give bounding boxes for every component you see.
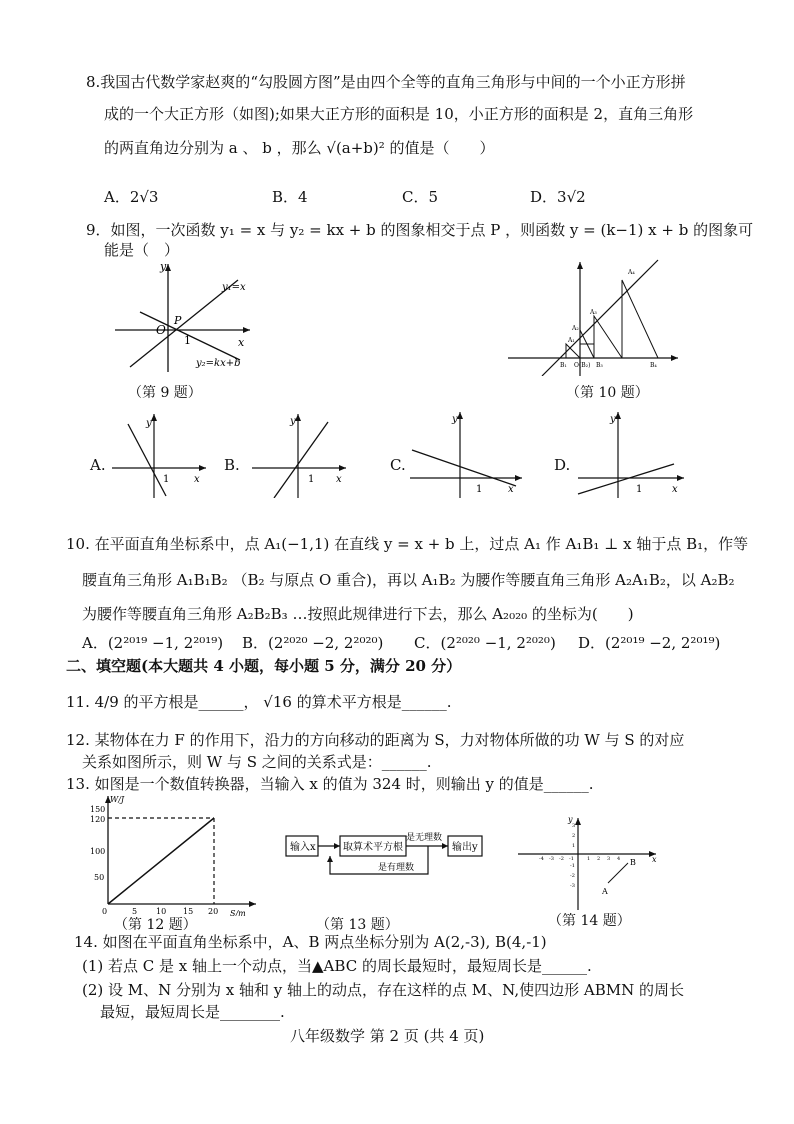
svg-text:x: x [508,484,514,495]
svg-text:y: y [452,414,458,425]
svg-text:1: 1 [163,474,170,485]
q8-line3: 的两直角边分别为 a 、 b ，那么 √(a+b)² 的值是（ ） [104,139,495,157]
fig9-y-label: y [160,262,167,273]
q8-option-a: A．2√3 [104,188,159,206]
q9-graph-a [108,412,208,498]
page-footer: 八年级数学 第 2 页 (共 4 页) [290,1027,485,1045]
caption-q14: （第 14 题） [548,913,631,929]
q9-graph-c [406,410,526,498]
q10-option-c: C．(2²⁰²⁰ −1, 2²⁰²⁰) [414,634,556,652]
q9-option-b: B. [224,456,240,474]
q8-line1: 8.我国古代数学家赵爽的“勾股圆方图”是由四个全等的直角三角形与中间的一个小正方形拼 [86,73,686,91]
svg-text:4: 4 [617,856,621,862]
q8-line2: 成的一个大正方形（如图);如果大正方形的面积是 10，小正方形的面积是 2，直角三角形 [104,105,694,123]
svg-text:2: 2 [572,833,576,839]
svg-text:1: 1 [476,484,483,495]
svg-text:-2: -2 [570,873,575,879]
figure-q13 [282,826,514,882]
caption-q12: （第 12 题） [114,917,197,933]
svg-text:-1: -1 [569,856,574,862]
fig12-ytick-50: 50 [94,873,105,882]
svg-text:x: x [336,474,342,485]
q14-line4: 最短，最短周长是________. [100,1003,285,1021]
fig12-origin: 0 [102,907,108,916]
fig12-xlabel: S/m [230,909,246,916]
svg-text:-2: -2 [559,856,564,862]
fig13-irrational: 是无理数 [406,833,443,843]
figure-q9 [110,262,270,374]
q9-option-a: A. [90,456,106,474]
svg-text:y: y [568,816,573,824]
section-fill-blank-title: 二、填空题(本大题共 4 小题，每小题 5 分，满分 20 分） [66,657,462,675]
fig10-a3: A₃ [590,309,597,316]
fig14-point-a: A [602,887,608,896]
q10-line1: 10. 在平面直角坐标系中，点 A₁(−1,1) 在直线 y = x + b 上，过点 A₁ 作 A₁B₁ ⊥ x 轴于点 B₁，作等 [66,535,749,553]
q10-line2: 腰直角三角形 A₁B₁B₂ （B₂ 与原点 O 重合)，再以 A₁B₂ 为腰作等腰直角三角形 A₂A₁B₂，以 A₂B₂ [82,571,735,589]
fig9-y2-label: y₂=kx+b [196,358,241,369]
fig9-x-label: x [238,336,245,349]
fig13-output: 输出y [452,842,478,853]
q9-option-d: D. [554,456,571,474]
svg-text:-3: -3 [549,856,554,862]
fig12-xtick-20: 20 [208,907,219,916]
fig9-p-label: P [174,314,182,327]
fig9-y1-label: y₁=x [222,282,246,293]
svg-text:y: y [146,418,152,429]
caption-q13: （第 13 题） [316,917,399,933]
caption-q9: （第 9 题） [128,385,202,401]
fig10-b3: B₃ [596,362,603,369]
q14-line1: 14. 如图在平面直角坐标系中，A、B 两点坐标分别为 A(2,-3), B(4,-1) [74,933,547,951]
fig12-xtick-10: 10 [156,907,167,916]
fig10-b1: B₁ [560,362,567,369]
caption-q10: （第 10 题） [566,385,649,401]
q13-text: 13. 如图是一个数值转换器，当输入 x 的值为 324 时，则输出 y 的值是______. [66,775,594,793]
fig9-one-label: 1 [184,334,191,347]
fig12-ytick-120: 120 [90,815,106,824]
figure-q12 [84,792,260,916]
svg-text:1: 1 [587,856,591,862]
q9-graph-d [574,410,686,498]
q8-option-b: B．4 [272,188,308,206]
fig10-a2: A₂ [572,325,579,332]
svg-text:-3: -3 [570,883,575,889]
svg-text:1: 1 [572,843,576,849]
fig10-b4: B₄ [650,362,657,369]
fig12-xtick-15: 15 [183,907,194,916]
svg-text:3: 3 [572,823,576,829]
q12-line1: 12. 某物体在力 F 的作用下，沿力的方向移动的距离为 S，力对物体所做的功 W 与 S 的对应 [66,731,685,749]
figure-q14 [516,816,662,912]
svg-text:x: x [652,855,657,864]
svg-text:-1: -1 [570,863,575,869]
fig13-input: 输入x [290,842,316,853]
svg-text:-4: -4 [539,856,544,862]
svg-text:2: 2 [597,856,601,862]
q8-option-d: D．3√2 [530,188,586,206]
svg-text:x: x [194,474,200,485]
svg-text:x: x [672,484,678,495]
svg-text:1: 1 [308,474,315,485]
q14-line2: (1) 若点 C 是 x 轴上一个动点，当▲ABC 的周长最短时，最短周长是______. [82,957,592,975]
fig10-a1: A₁ [568,337,575,344]
q8-option-c: C．5 [402,188,439,206]
q10-option-d: D．(2²⁰¹⁹ −2, 2²⁰¹⁹) [578,634,721,652]
q10-option-a: A．(2²⁰¹⁹ −1, 2²⁰¹⁹) [82,634,224,652]
figure-q10 [508,258,682,376]
q9-line2: 能是（ ） [104,241,180,259]
q14-line3: (2) 设 M、N 分别为 x 轴和 y 轴上的动点，存在这样的点 M、N,使四边形 ABMN 的周长 [82,981,684,999]
svg-text:3: 3 [607,856,611,862]
q10-line3: 为腰作等腰直角三角形 A₂B₂B₃ …按照此规律进行下去，那么 A₂₀₂₀ 的坐标为( ) [82,605,634,623]
q12-line2: 关系如图所示，则 W 与 S 之间的关系式是：______. [82,753,432,771]
fig14-point-b: B [630,858,636,867]
q9-option-c: C. [390,456,406,474]
svg-text:1: 1 [636,484,643,495]
svg-text:y: y [610,414,616,425]
fig10-a4: A₄ [628,269,635,276]
fig13-process: 取算术平方根 [343,842,403,853]
fig12-ytick-150: 150 [90,805,106,814]
fig13-rational: 是有理数 [378,863,415,873]
q10-option-b: B．(2²⁰²⁰ −2, 2²⁰²⁰) [242,634,384,652]
fig12-xtick-5: 5 [132,907,138,916]
q9-graph-b [248,412,348,498]
fig12-ytick-100: 100 [90,847,106,856]
q9-line1: 9．如图，一次函数 y₁ = x 与 y₂ = kx + b 的图象相交于点 P ，则函数 y = (k−1) x + b 的图象可 [86,221,754,239]
fig10-b2: O(B₂) [574,362,591,369]
svg-text:y: y [290,416,296,427]
fig9-origin-label: O [156,323,166,337]
q11-text: 11. 4/9 的平方根是______， √16 的算术平方根是______. [66,693,452,711]
fig12-ylabel: W/J [110,795,125,804]
